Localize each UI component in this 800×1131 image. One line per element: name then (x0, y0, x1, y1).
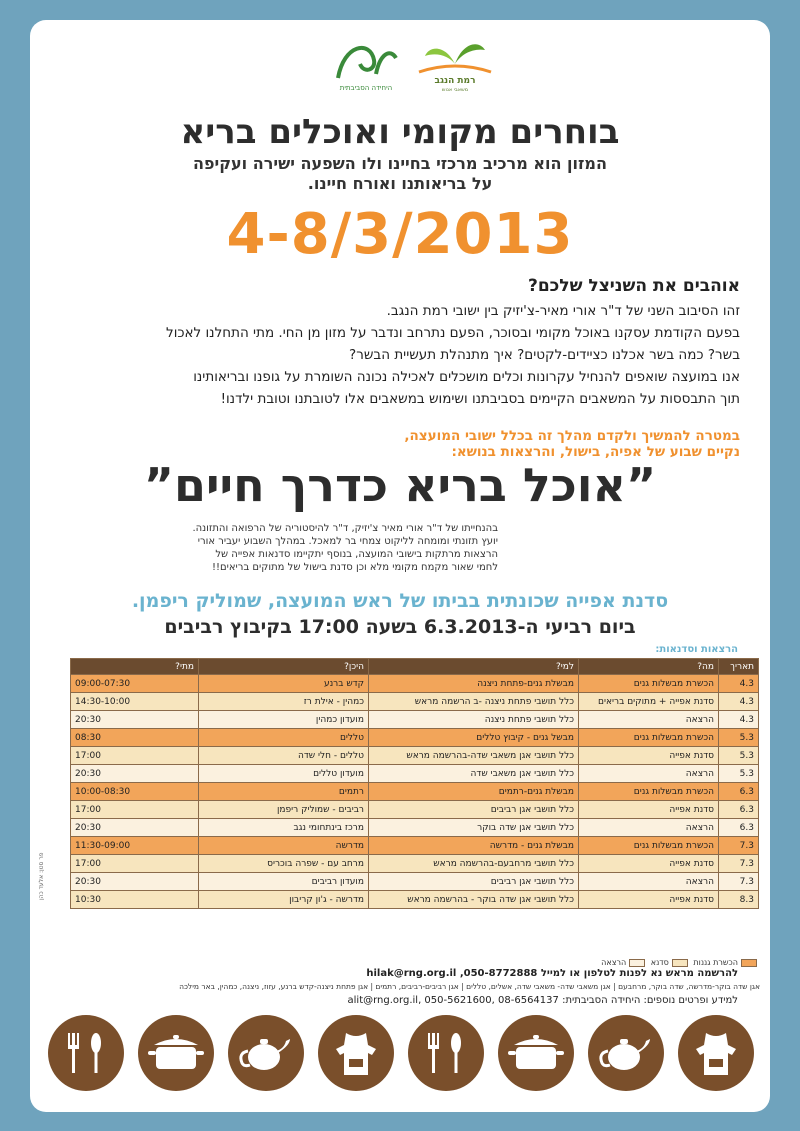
cell-where: מועדון רביבים (199, 873, 369, 891)
apron-icon (318, 1015, 394, 1091)
cell-when: 17:00 (71, 855, 199, 873)
cell-what: הכשרת מבשלות גנים (579, 783, 719, 801)
cell-what: הכשרת מבשלות גנים (579, 675, 719, 693)
cell-where: מרחב עם - שפרה בוכריס (199, 855, 369, 873)
table-row (71, 855, 759, 873)
settlement-groups: אגן שדה בוקר-מדרשה, שדה בוקר, מרחבעם | אגן משאבי שדה- משאבי שדה, אשלים, טללים | אגן רביבים-רביבים, רתמים | אגן פתחת ניצנה-קדש ברנע, עזוז, ניצנה, כמהין, באר מילכה (179, 982, 760, 991)
cell-when: 14:30-10:00 (71, 693, 199, 711)
cell-what: הכשרת מבשלות גנים (579, 729, 719, 747)
teapot-icon (228, 1015, 304, 1091)
icon-strip (40, 1015, 760, 1099)
table-legend (540, 958, 760, 967)
cell-who: כלל תושבי אגן שדה בוקר (369, 819, 579, 837)
workshop-time: ביום רביעי ה-6.3.2013 בשעה 17:00 בקיבוץ רביבים (164, 616, 636, 638)
header-what: מה? (579, 659, 719, 675)
table-row (71, 711, 759, 729)
cell-date: 5.3 (719, 747, 759, 765)
cell-where: מדרשה - ג'ון קריבון (199, 891, 369, 909)
cutlery-icon (408, 1015, 484, 1091)
mission-statement (50, 428, 740, 460)
table-row (71, 693, 759, 711)
cell-date: 5.3 (719, 765, 759, 783)
cell-what: הרצאה (579, 711, 719, 729)
cell-who: כלל תושבי אגן משאבי שדה-בהרשמה מראש (369, 747, 579, 765)
design-credit: פר סטן: אלעד כהן (38, 852, 45, 900)
cell-date: 7.3 (719, 873, 759, 891)
cell-where: טללים (199, 729, 369, 747)
cell-where: רתמים (199, 783, 369, 801)
ramat-hanegev-sub: משאבי אנוש (441, 87, 469, 92)
table-row (71, 819, 759, 837)
teapot-icon (588, 1015, 664, 1091)
intro-line: בפעם הקודמת עסקנו באוכל מקומי ובסוכר, הפעם נתרחב ונדבר על מזון מן החי. מתי התחלנו לאכול (166, 325, 740, 341)
cell-when: 20:30 (71, 819, 199, 837)
header-when: מתי? (71, 659, 199, 675)
intro-line: אנו במועצה שואפים להנחיל עקרונות וכלים מושכלים לאכילה נכונה השומרת על גופנו ובריאותינו (193, 369, 740, 385)
cell-who: כלל תושבי אגן רביבים (369, 801, 579, 819)
intro-section (50, 276, 740, 410)
cell-where: מדרשה (199, 837, 369, 855)
cell-where: רביבים - שמוליק ריפמן (199, 801, 369, 819)
header-where: היכן? (199, 659, 369, 675)
table-row (71, 729, 759, 747)
cell-what: סדנת אפייה (579, 801, 719, 819)
event-dates: 4-8/3/2013 (226, 202, 574, 267)
cell-when: 10:30 (71, 891, 199, 909)
cell-who: כלל תושבי פתחת ניצנה -ב הרשמה מראש (369, 693, 579, 711)
cell-what: הכשרת מבשלות גנים (579, 837, 719, 855)
table-row (71, 675, 759, 693)
legend-talk: הרצאה (601, 958, 627, 967)
cell-when: 17:00 (71, 801, 199, 819)
subtitle-line-2: על בריאותנו ואורח חיינו. (307, 174, 493, 193)
subtitle-line-1: המזון הוא מרכיב מרכזי בחיינו ולו השפעה ישירה ועקיפה (193, 154, 607, 173)
table-row (71, 765, 759, 783)
mission-line-1: במטרה להמשיך ולקדם מהלך זה בכלל ישובי המועצה, (404, 428, 740, 444)
legend-cook: הכשרת גננות (693, 958, 738, 967)
lecturer-line: הרצאות מרתקות בישובי המועצה, בנוסף יתקיימו סדנאות אפייה של (215, 549, 498, 560)
table-header-row (71, 659, 759, 675)
intro-heading: אוהבים את השניצל שלכם? (527, 276, 740, 296)
table-caption: הרצאות וסדנאות: (655, 644, 738, 655)
cell-when: 11:30-09:00 (71, 837, 199, 855)
cell-what: הרצאה (579, 819, 719, 837)
table-row (71, 837, 759, 855)
cell-date: 6.3 (719, 783, 759, 801)
cell-when: 20:30 (71, 765, 199, 783)
subtitle (150, 154, 650, 194)
cell-who: כלל תושבי אגן שדה בוקר - בהרשמה מראש (369, 891, 579, 909)
cell-who: כלל תושבי אגן רביבים (369, 873, 579, 891)
cell-who: מבשלת גנים-פתחת ניצנה (369, 675, 579, 693)
header-who: למי? (369, 659, 579, 675)
cell-date: 6.3 (719, 801, 759, 819)
table-row (71, 747, 759, 765)
registration-info: להרשמה מראש נא לפנות לטלפון או למייל hilak@rng.org.il ,050-8772888 (366, 968, 738, 979)
table-row (71, 891, 759, 909)
table-row (71, 873, 759, 891)
main-title: בוחרים מקומי ואוכלים בריא (180, 112, 620, 152)
cell-what: סדנת אפייה (579, 891, 719, 909)
cell-where: מרכז בינתחומי נגב (199, 819, 369, 837)
cell-where: טללים - חלי שדה (199, 747, 369, 765)
cell-what: סדנת אפייה (579, 747, 719, 765)
logos (30, 34, 770, 102)
cell-date: 4.3 (719, 675, 759, 693)
cell-what: הרצאה (579, 873, 719, 891)
cell-where: מועדון טללים (199, 765, 369, 783)
legend-bake: סדנא (650, 958, 669, 967)
lecturer-bio (68, 522, 498, 574)
cell-date: 4.3 (719, 693, 759, 711)
cell-who: מבשלת גנים-רתמים (369, 783, 579, 801)
mission-line-2: נקיים שבוע של אפיה, בישול, והרצאות בנושא: (451, 444, 740, 460)
schedule-body (71, 675, 759, 909)
lecturer-line: יועץ תזונתי ומומחה לליקוט צמחי בר למאכל. במהלך השבוע יעביר אורי (197, 536, 498, 547)
cell-who: כלל תושבי מרחבעם-בהרשמה מראש (369, 855, 579, 873)
cutlery-icon (48, 1015, 124, 1091)
theme-title: ”אוכל בריא כדרך חיים” (143, 458, 657, 512)
intro-line: בשר? כמה בשר אכלנו כציידים-לקטים? איך מתנהלת תעשיית הבשר? (349, 347, 740, 363)
cell-date: 5.3 (719, 729, 759, 747)
cell-who: כלל תושבי פתחת ניצנה (369, 711, 579, 729)
cell-what: הרצאה (579, 765, 719, 783)
intro-line: זהו הסיבוב השני של ד"ר אורי מאיר-צ'יזיק בין ישובי רמת הנגב. (386, 303, 740, 319)
legend-swatch-cook (741, 959, 757, 967)
header-date: תאריך (719, 659, 759, 675)
lecturer-line: בהנחייתו של ד"ר אורי מאיר צ'יזיק, ד"ר להיסטוריה של הרפואה והתזונה. (192, 523, 498, 534)
environmental-unit-text: היחידה הסביבתית (339, 84, 393, 92)
cell-what: סדנת אפייה (579, 855, 719, 873)
cell-who: מבשל גנים - קיבוץ טללים (369, 729, 579, 747)
cell-what: סדנת אפייה + מתוקים בריאים (579, 693, 719, 711)
schedule-table (70, 658, 759, 909)
table-row (71, 783, 759, 801)
cell-when: 08:30 (71, 729, 199, 747)
cell-date: 8.3 (719, 891, 759, 909)
pot-icon (498, 1015, 574, 1091)
cell-date: 4.3 (719, 711, 759, 729)
lecturer-line: לחמי שאור מקמח מקומי מלא וכן סדנת בישול של מתוקים בריאים!! (211, 562, 498, 573)
apron-icon (678, 1015, 754, 1091)
cell-when: 10:00-08:30 (71, 783, 199, 801)
contact-info: למידע ופרטים נוספים: היחידה הסביבתית: 08-6564137 ,050-5621600 ,alit@rng.org.il (347, 995, 738, 1006)
ramat-hanegev-logo (415, 34, 495, 96)
legend-swatch-bake (672, 959, 688, 967)
cell-date: 7.3 (719, 837, 759, 855)
cell-who: מבשלת גנים - מדרשה (369, 837, 579, 855)
cell-where: מועדון כמהין (199, 711, 369, 729)
pot-icon (138, 1015, 214, 1091)
table-row (71, 801, 759, 819)
cell-date: 7.3 (719, 855, 759, 873)
poster (30, 20, 770, 1112)
cell-when: 09:00-07:30 (71, 675, 199, 693)
cell-when: 17:00 (71, 747, 199, 765)
cell-when: 20:30 (71, 711, 199, 729)
intro-line: תוך התבססות על המשאבים הקיימים בסביבתנו ושימוש במשאבים אלו לטובתנו וטובת ילדנו! (220, 391, 740, 407)
workshop-title: סדנת אפייה שכונתית בביתו של ראש המועצה, שמוליק ריפמן. (131, 590, 669, 612)
cell-where: קדש ברנע (199, 675, 369, 693)
environmental-unit-logo (330, 34, 402, 96)
ramat-hanegev-text: רמת הנגב (434, 76, 476, 86)
legend-swatch-talk (629, 959, 645, 967)
cell-who: כלל תושבי אגן משאבי שדה (369, 765, 579, 783)
cell-when: 20:30 (71, 873, 199, 891)
cell-date: 6.3 (719, 819, 759, 837)
cell-where: כמהין - אילת רז (199, 693, 369, 711)
